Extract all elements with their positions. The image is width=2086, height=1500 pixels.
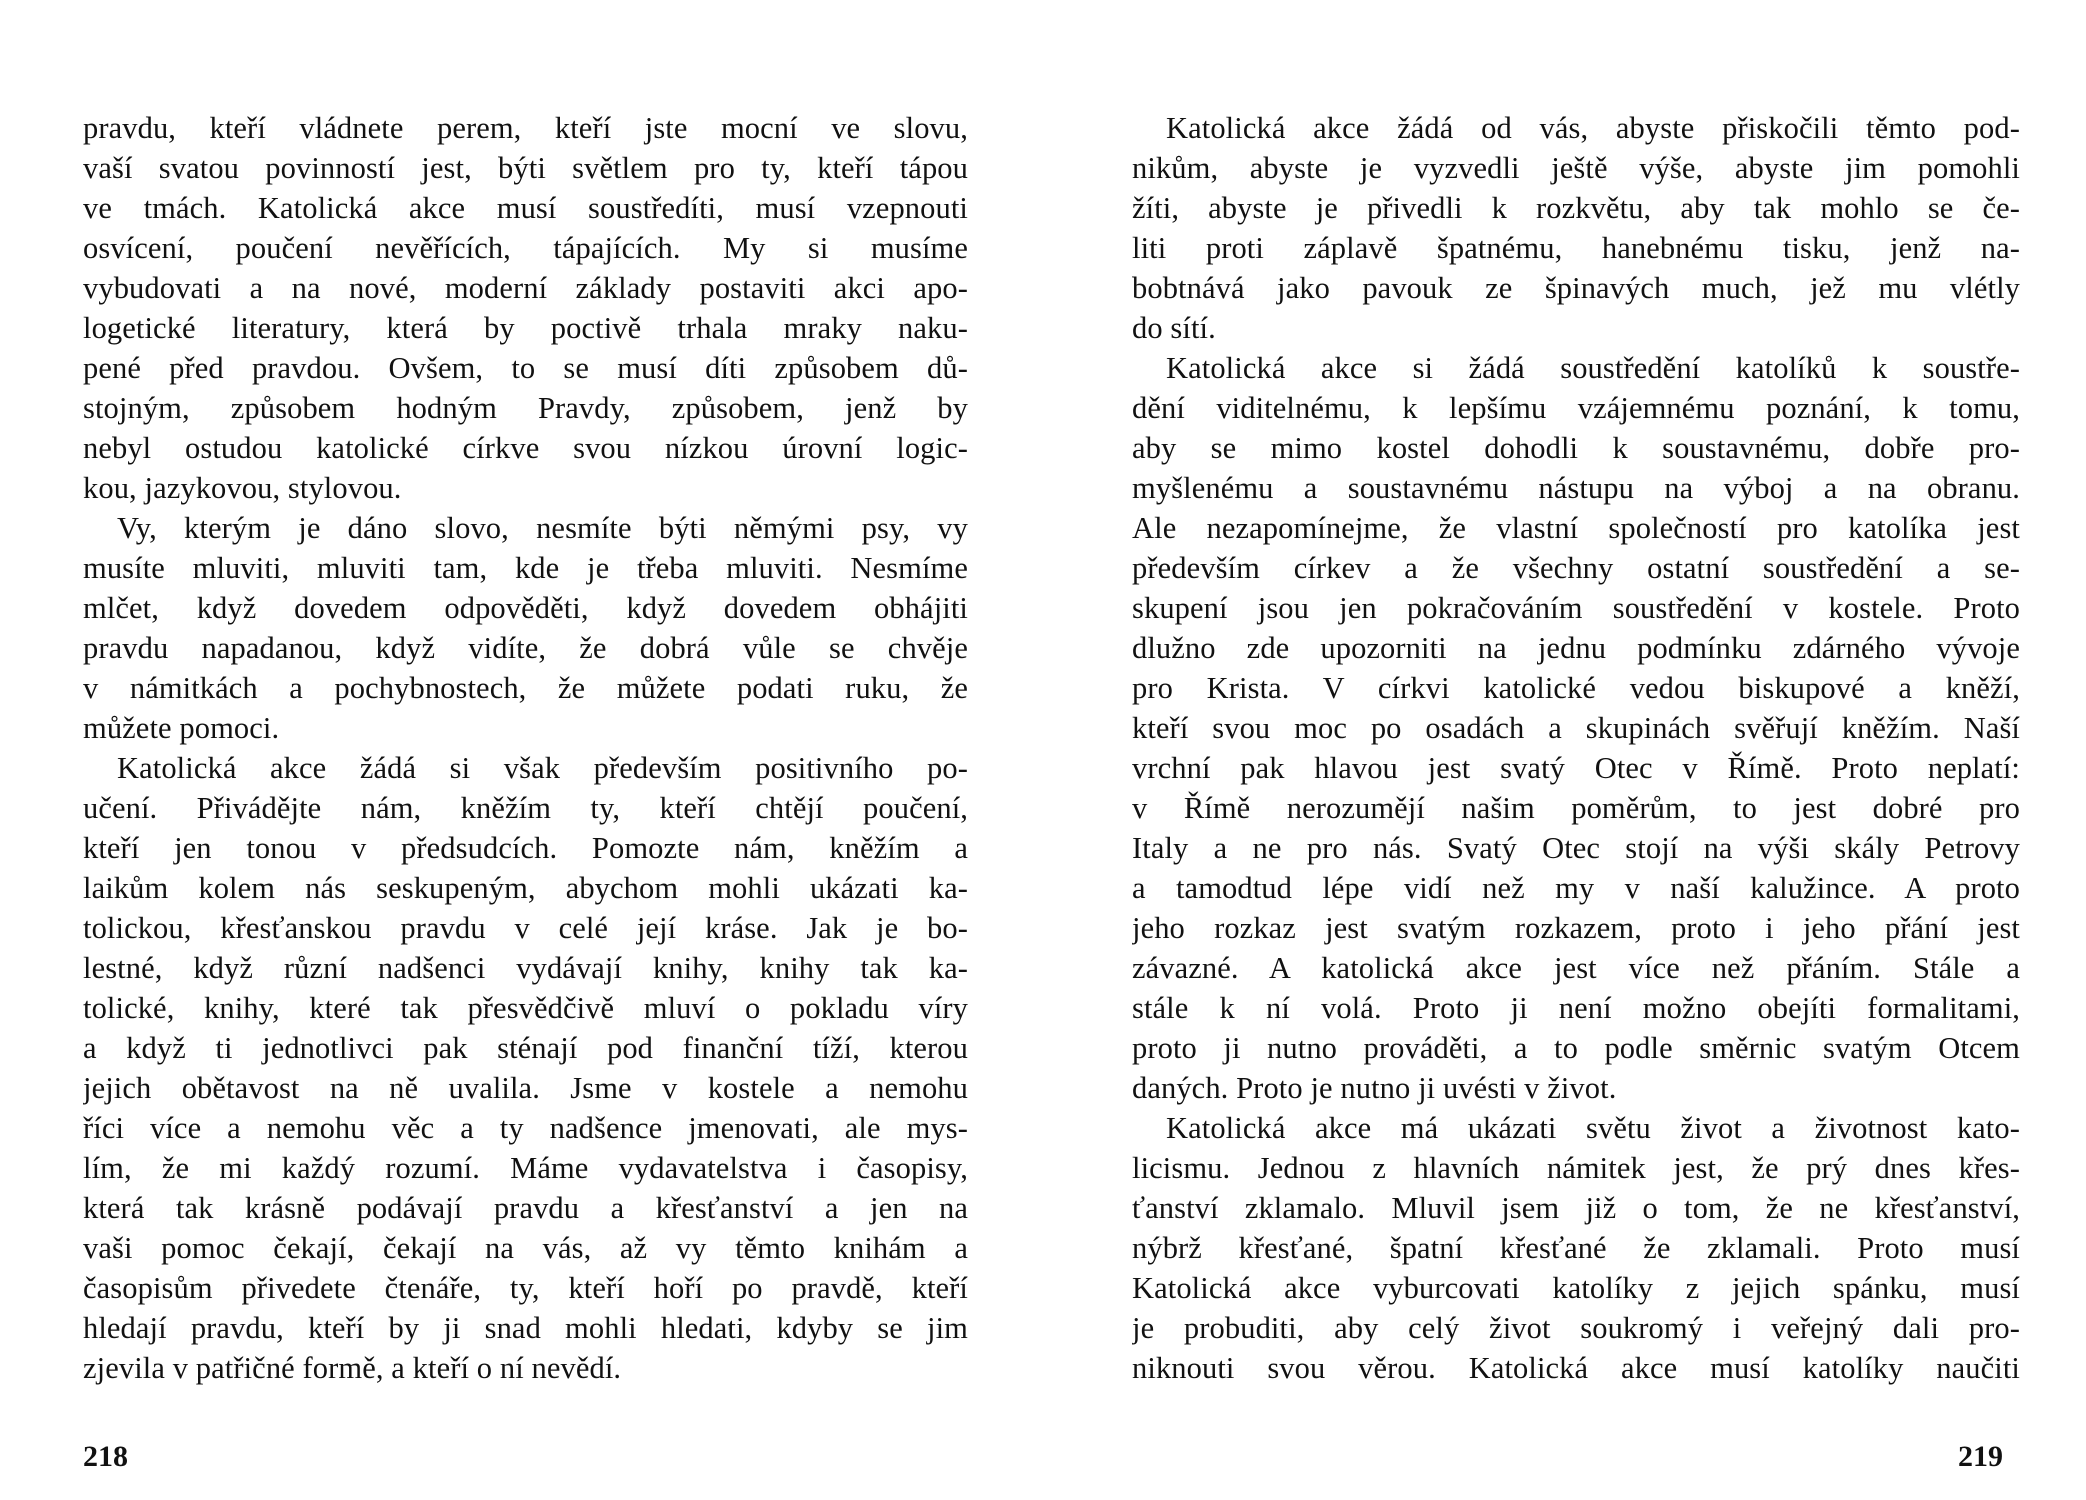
text-line: v Římě nerozumějí našim poměrům, to jest dobré pro [1132, 791, 2020, 825]
text-line: niknouti svou věrou. Katolická akce musí katolíky naučiti [1132, 1351, 2020, 1385]
text-line: vaší svatou povinností jest, býti světlem pro ty, kteří tápou [83, 151, 968, 185]
text-line: liti proti záplavě špatnému, hanebnému tisku, jenž na- [1132, 231, 2020, 265]
text-line: pro Krista. V církvi katolické vedou biskupové a kněží, [1132, 671, 2020, 705]
text-line: aby se mimo kostel dohodli k soustavnému, dobře pro- [1132, 431, 2020, 465]
text-line: ve tmách. Katolická akce musí soustředíti, musí vzepnouti [83, 191, 968, 225]
text-line: žíti, abyste je přivedli k rozkvětu, aby tak mohlo se če- [1132, 191, 2020, 225]
text-line: vrchní pak hlavou jest svatý Otec v Římě. Proto neplatí: [1132, 751, 2020, 785]
text-line: jejich obětavost na ně uvalila. Jsme v kostele a nemohu [83, 1071, 968, 1105]
text-line: daných. Proto je nutno ji uvésti v život. [1132, 1071, 1617, 1105]
text-line: kteří jen tonou v předsudcích. Pomozte nám, kněžím a [83, 831, 968, 865]
left-page [83, 108, 968, 1468]
page-number-right: 219 [1958, 1440, 2003, 1473]
text-line: osvícení, poučení nevěřících, tápajících. My si musíme [83, 231, 968, 265]
text-line: ťanství zklamalo. Mluvil jsem již o tom, že ne křesťanství, [1132, 1191, 2020, 1225]
text-line: tolické, knihy, které tak přesvědčivě mluví o pokladu víry [83, 991, 968, 1025]
text-line: Katolická akce má ukázati světu život a životnost kato- [1166, 1111, 2020, 1145]
text-line: závazné. A katolická akce jest více než přáním. Stále a [1132, 951, 2020, 985]
text-line: Vy, kterým je dáno slovo, nesmíte býti němými psy, vy [117, 511, 968, 545]
text-line: v námitkách a pochybnostech, že můžete podati ruku, že [83, 671, 968, 705]
text-line: kou, jazykovou, stylovou. [83, 471, 402, 505]
text-line: skupení jsou jen pokračováním soustředění v kostele. Proto [1132, 591, 2020, 625]
text-line: tolickou, křesťanskou pravdu v celé její kráse. Jak je bo- [83, 911, 968, 945]
text-line: musíte mluviti, mluviti tam, kde je třeba mluviti. Nesmíme [83, 551, 968, 585]
text-line: nýbrž křesťané, špatní křesťané že zklamali. Proto musí [1132, 1231, 2020, 1265]
text-line: stále k ní volá. Proto ji není možno obejíti formalitami, [1132, 991, 2020, 1025]
text-line: učení. Přivádějte nám, kněžím ty, kteří chtějí poučení, [83, 791, 968, 825]
left-page-text [83, 108, 968, 1388]
text-line: je probuditi, aby celý život soukromý i veřejný dali pro- [1132, 1311, 2020, 1345]
text-line: která tak krásně podávají pravdu a křesťanství a jen na [83, 1191, 968, 1225]
right-page-text [1132, 108, 2020, 1388]
text-line: Katolická akce vyburcovati katolíky z jejich spánku, musí [1132, 1271, 2020, 1305]
text-line: především církev a že všechny ostatní soustředění a se- [1132, 551, 2020, 585]
text-line: nikům, abyste je vyzvedli ještě výše, abyste jim pomohli [1132, 151, 2020, 185]
text-line: vaši pomoc čekají, čekají na vás, až vy těmto knihám a [83, 1231, 968, 1265]
text-line: Italy a ne pro nás. Svatý Otec stojí na výši skály Petrovy [1132, 831, 2020, 865]
text-line: kteří svou moc po osadách a skupinách svěřují kněžím. Naší [1132, 711, 2020, 745]
text-line: proto ji nutno prováděti, a to podle směrnic svatým Otcem [1132, 1031, 2020, 1065]
text-line: pené před pravdou. Ovšem, to se musí díti způsobem dů- [83, 351, 968, 385]
text-line: a tamodtud lépe vidí než my v naší kalužince. A proto [1132, 871, 2020, 905]
text-line: do sítí. [1132, 311, 1216, 345]
text-line: zjevila v patřičné formě, a kteří o ní nevědí. [83, 1351, 622, 1385]
text-line: logetické literatury, která by poctivě trhala mraky naku- [83, 311, 968, 345]
text-line: hledají pravdu, kteří by ji snad mohli hledati, kdyby se jim [83, 1311, 968, 1345]
text-line: stojným, způsobem hodným Pravdy, způsobem, jenž by [83, 391, 968, 425]
text-line: nebyl ostudou katolické církve svou nízkou úrovní logic- [83, 431, 968, 465]
page-number-left: 218 [83, 1440, 128, 1473]
text-line: Ale nezapomínejme, že vlastní společností pro katolíka jest [1132, 511, 2020, 545]
text-line: Katolická akce žádá od vás, abyste přiskočili těmto pod- [1166, 111, 2020, 145]
right-page [1132, 108, 2020, 1468]
text-line: můžete pomoci. [83, 711, 280, 745]
text-line: licismu. Jednou z hlavních námitek jest, že prý dnes křes- [1132, 1151, 2020, 1185]
text-line: lestné, když různí nadšenci vydávají knihy, knihy tak ka- [83, 951, 968, 985]
text-line: pravdu napadanou, když vidíte, že dobrá vůle se chvěje [83, 631, 968, 665]
text-line: Katolická akce žádá si však především positivního po- [117, 751, 968, 785]
text-line: časopisům přivedete čtenáře, ty, kteří hoří po pravdě, kteří [83, 1271, 968, 1305]
text-line: mlčet, když dovedem odpověděti, když dovedem obhájiti [83, 591, 968, 625]
text-line: dění viditelnému, k lepšímu vzájemnému poznání, k tomu, [1132, 391, 2020, 425]
text-line: jeho rozkaz jest svatým rozkazem, proto i jeho přání jest [1132, 911, 2020, 945]
text-line: pravdu, kteří vládnete perem, kteří jste mocní ve slovu, [83, 111, 968, 145]
text-line: dlužno zde upozorniti na jednu podmínku zdárného vývoje [1132, 631, 2020, 665]
text-line: myšlenému a soustavnému nástupu na výboj a na obranu. [1132, 471, 2020, 505]
text-line: vybudovati a na nové, moderní základy postaviti akci apo- [83, 271, 968, 305]
text-line: Katolická akce si žádá soustředění katolíků k soustře- [1166, 351, 2020, 385]
text-line: bobtnává jako pavouk ze špinavých much, jež mu vlétly [1132, 271, 2020, 305]
text-line: lím, že mi každý rozumí. Máme vydavatelstva i časopisy, [83, 1151, 968, 1185]
text-line: a když ti jednotlivci pak sténají pod finanční tíží, kterou [83, 1031, 968, 1065]
text-line: říci více a nemohu věc a ty nadšence jmenovati, ale mys- [83, 1111, 968, 1145]
text-line: laikům kolem nás seskupeným, abychom mohli ukázati ka- [83, 871, 968, 905]
